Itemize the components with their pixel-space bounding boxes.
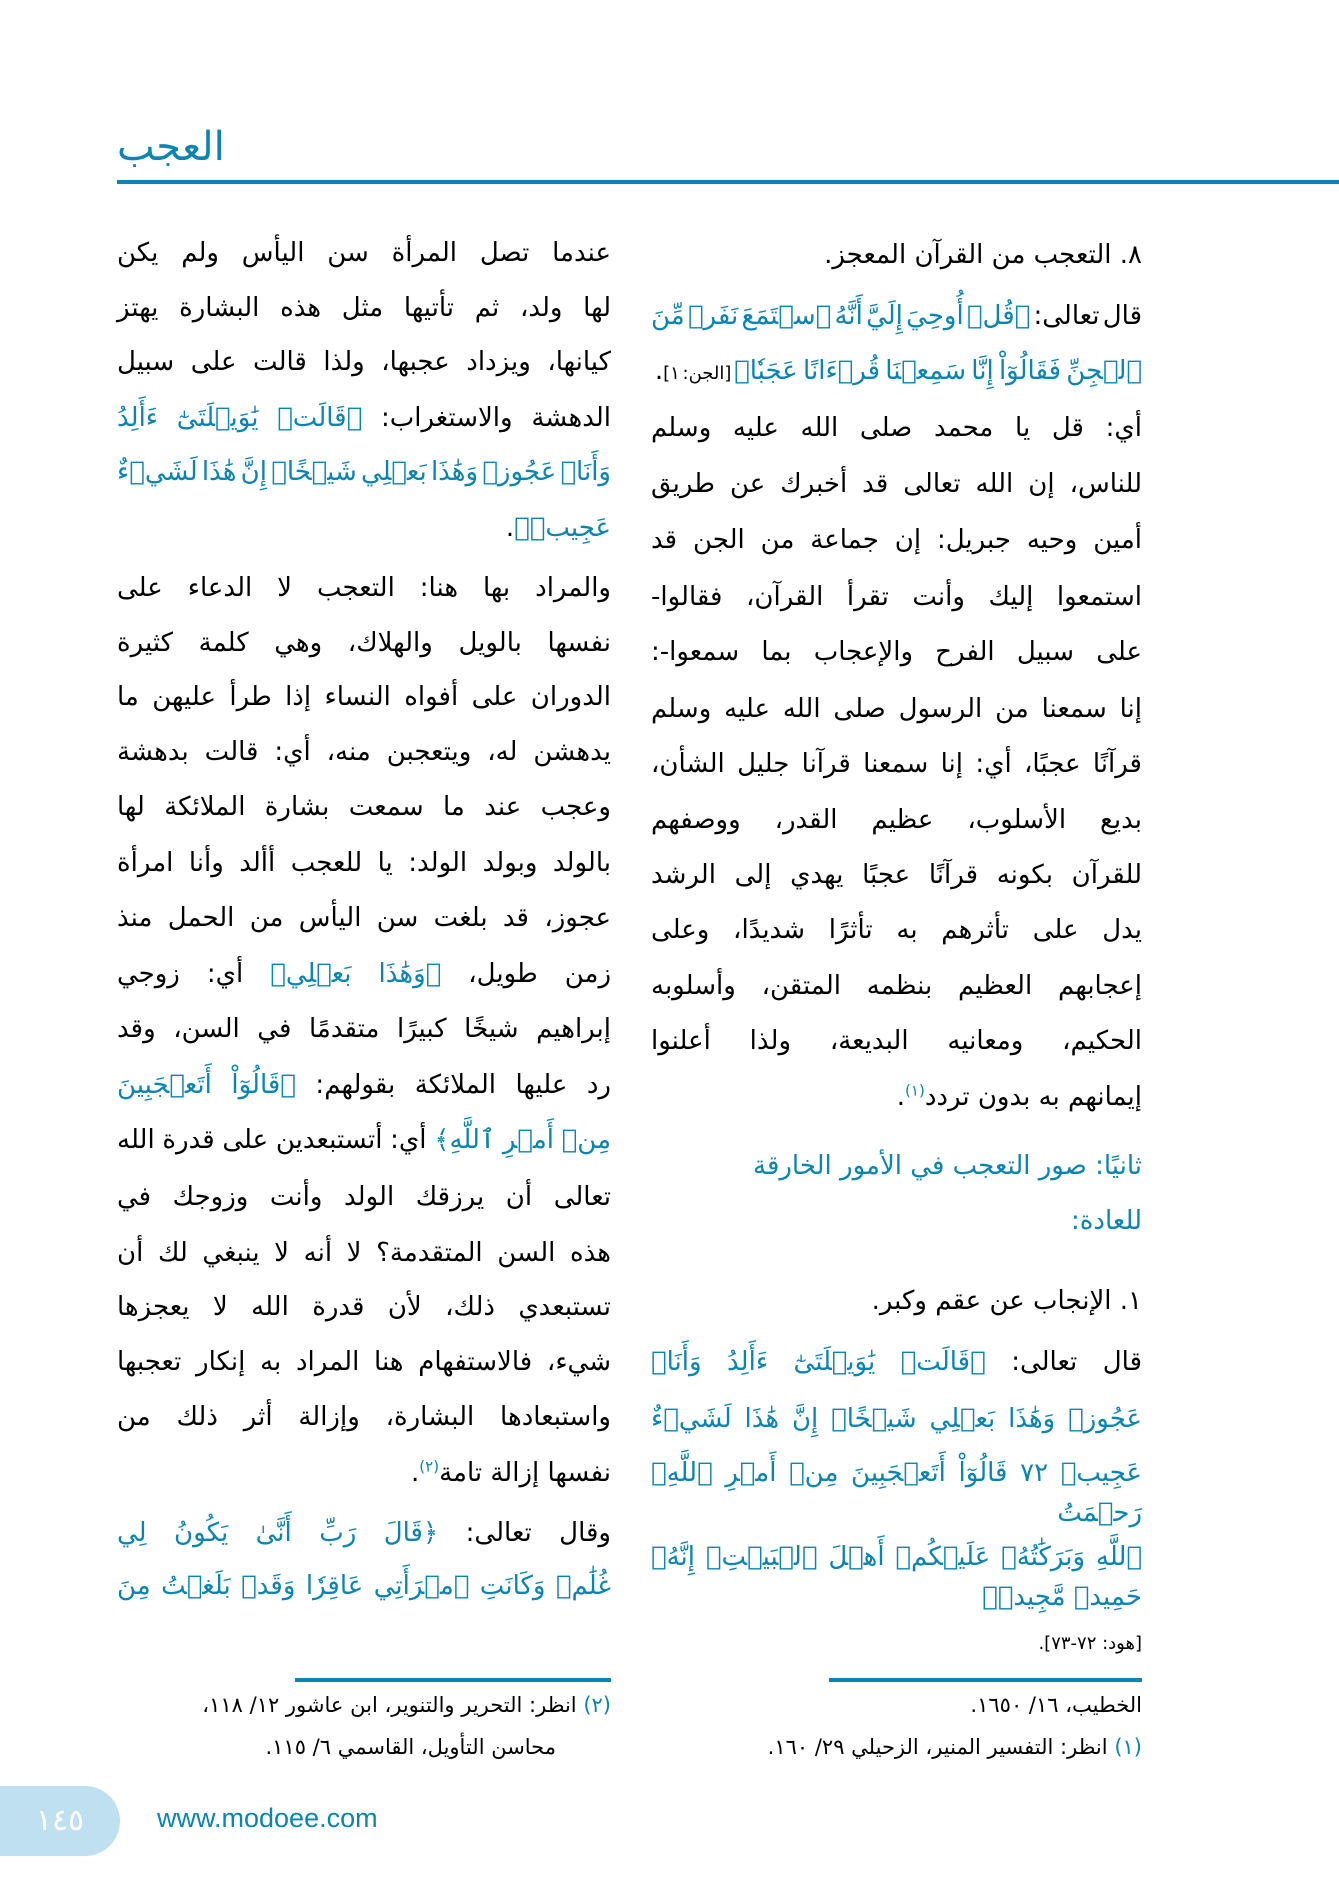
text-segment: استمعوا إليك وأنت تقرأ القرآن، فقالوا-: [651, 582, 1142, 612]
footnote-number: (٢): [583, 1693, 611, 1717]
quran-verse: عَجُوزٞ وَهَٰذَا بَعۡلِي شَيۡخًاۖ إِنَّ هَٰذَا لَشَيۡءٌ: [651, 1404, 1142, 1434]
text-line: [117, 508, 611, 548]
text-line: [651, 464, 1142, 504]
text-line: [117, 732, 611, 772]
text-segment: بالولد وبولد الولد: يا للعجب أألد وأنا امرأة: [117, 848, 611, 878]
text-segment: يدهشن له، ويتعجبن منه، أي: قالت بدهشة: [117, 737, 611, 767]
website-url[interactable]: www.modoee.com: [157, 1803, 378, 1833]
quran-verse: ﴿قَالَتۡ يَٰوَيۡلَتَىٰٓ ءَأَلِدُ: [117, 403, 363, 433]
text-line: [651, 1021, 1142, 1061]
footnote-ref: (١): [905, 1081, 925, 1100]
text-line: [117, 1009, 611, 1049]
text-segment: زمن طويل،: [441, 959, 611, 989]
footnote-divider-left: [295, 1678, 611, 1682]
quran-verse: عَجِيبٞ﴾: [514, 513, 611, 543]
text-segment: قال تعالى:: [1030, 301, 1142, 331]
text-segment: .: [505, 513, 515, 543]
quran-verse: عَجِيبٞ ٧٢ قَالُوٓاْ أَتَعۡجَبِينَ مِنۡ أَمۡرِ ٱللَّهِۖ رَحۡمَتُ: [651, 1458, 1143, 1528]
text-segment: ١. الإنجاب عن عقم وكبر.: [871, 1286, 1142, 1316]
quran-verse: ٱلۡجِنِّ فَقَالُوٓاْ إِنَّا سَمِعۡنَا قُرۡءَانًا عَجَبٗا﴾: [734, 356, 1142, 386]
quran-verse: ﴿وَهَٰذَا بَعۡلِي﴾: [270, 959, 442, 989]
text-segment: [هود: ٧٢-٧٣].: [1038, 1633, 1142, 1654]
text-line: [117, 1453, 611, 1493]
text-segment: هذه السن المتقدمة؟ لا أنه لا ينبغي لك أن: [117, 1238, 611, 1268]
text-line: [117, 342, 611, 382]
footnote-number: (١): [1114, 1735, 1142, 1759]
text-segment: للقرآن بكونه قرآنًا عجبًا يهدي إلى الرشد: [651, 860, 1142, 890]
text-line: [117, 1342, 611, 1382]
text-line: [651, 632, 1142, 672]
quran-verse: ﴿قُلۡ أُوحِيَ إِلَيَّ أَنَّهُ ٱسۡتَمَعَ نَفَرٞ مِّنَ: [651, 301, 1031, 331]
text-line: [117, 1120, 611, 1160]
text-segment: عندما تصل المرأة سن اليأس ولم يكن: [117, 238, 611, 268]
quran-verse: ﴿قَالُوٓاْ أَتَعۡجَبِينَ: [117, 1070, 296, 1100]
text-line: [651, 1621, 1142, 1664]
quran-verse: غُلَٰمٞ وَكَانَتِ ٱمۡرَأَتِي عَاقِرٗا وَقَدۡ بَلَغۡتُ مِنَ: [117, 1571, 611, 1601]
text-segment: يدل على تأثرهم به تأثرًا شديدًا، وعلى: [651, 915, 1142, 945]
text-line: [117, 568, 611, 608]
text-line: [651, 1281, 1142, 1321]
text-segment: إنا سمعنا من الرسول صلى الله عليه وسلم: [651, 694, 1142, 724]
text-segment: تستبعدي ذلك، لأن قدرة الله لا يعجزها: [117, 1292, 611, 1322]
text-segment: وعجب عند ما سمعت بشارة الملائكة لها: [117, 792, 611, 822]
text-segment: الدوران على أفواه النساء إذا طرأ عليهن ما: [117, 682, 611, 712]
text-line: [651, 800, 1142, 840]
quran-verse: وَأَنَا۠ عَجُوزٞ وَهَٰذَا بَعۡلِي شَيۡخًاۖ إِنَّ هَٰذَا لَشَيۡءٌ: [117, 457, 611, 487]
text-line: [651, 1399, 1142, 1439]
text-line: [117, 398, 611, 438]
text-segment: قال تعالى:: [985, 1347, 1142, 1377]
text-line: [651, 689, 1142, 729]
text-segment: إيمانهم به بدون تردد: [924, 1082, 1142, 1112]
text-line: [651, 1201, 1142, 1241]
text-line: [117, 288, 611, 328]
text-line: [651, 744, 1142, 784]
text-line: [651, 966, 1142, 1006]
text-line: [117, 452, 611, 492]
text-line: [117, 623, 611, 663]
text-line: [651, 910, 1142, 950]
quran-verse: ٱللَّهِ وَبَرَكَٰتُهُۥ عَلَيۡكُمۡ أَهۡلَ ٱلۡبَيۡتِۚ إِنَّهُۥ حَمِيدٞ مَّجِيدٞ﴾: [651, 1542, 1142, 1612]
text-segment: أمين وحيه جبريل: إن جماعة من الجن قد: [651, 525, 1142, 555]
text-line: [651, 1077, 1142, 1117]
text-line: [117, 843, 611, 883]
text-line: [651, 1453, 1142, 1533]
text-segment: أي: قل يا محمد صلى الله عليه وسلم: [651, 413, 1142, 443]
text-segment: الحكيم، ومعانيه البديعة، ولذا أعلنوا: [651, 1026, 1142, 1056]
text-segment: [الجن: ١]: [663, 363, 735, 384]
quran-verse: للعادة:: [1071, 1206, 1142, 1236]
text-segment: إبراهيم شيخًا كبيرًا متقدمًا في السن، وقد: [117, 1014, 611, 1044]
text-line: [117, 233, 611, 273]
text-line: [117, 1513, 611, 1553]
text-line: [651, 520, 1142, 560]
text-line: [651, 296, 1142, 336]
text-line: [117, 677, 611, 717]
text-segment: نفسها بالويل والهلاك، وهي كلمة كثيرة: [117, 628, 611, 658]
footnote-ref: (٢): [419, 1457, 440, 1476]
text-segment: تعالى أن يرزقك الولد وأنت وزوجك في: [117, 1182, 611, 1212]
text-segment: كيانها، ويزداد عجبها، ولذا قالت على سبيل: [117, 347, 611, 377]
quran-verse: ﴿قَالَتۡ يَٰوَيۡلَتَىٰٓ ءَأَلِدُ وَأَنَا۠: [651, 1347, 986, 1377]
text-line: [117, 954, 611, 994]
quran-verse: ثانيًا: صور التعجب في الأمور الخارقة: [753, 1151, 1142, 1181]
text-segment: والمراد بها هنا: التعجب لا الدعاء على: [117, 573, 611, 603]
text-segment: .: [654, 356, 664, 386]
text-line: [651, 855, 1142, 895]
text-segment: عجوز، قد بلغت سن اليأس من الحمل منذ: [117, 903, 611, 933]
text-line: [651, 351, 1142, 394]
footnote-2: (٢) انظر: التحرير والتنوير، ابن عاشور ١٢/ ١١٨،: [202, 1693, 611, 1717]
page-number: ١٤٥: [0, 1786, 120, 1856]
text-line: [117, 787, 611, 827]
text-line: [651, 577, 1142, 617]
text-segment: واستبعادها البشارة، وإزالة أثر ذلك من: [117, 1402, 611, 1432]
text-line: [651, 235, 1142, 275]
text-line: [117, 1065, 611, 1105]
text-segment: لها ولد، ثم تأتيها مثل هذه البشارة يهتز: [117, 293, 611, 323]
text-segment: .: [896, 1082, 906, 1112]
text-segment: نفسها إزالة تامة: [439, 1458, 611, 1488]
text-segment: ٨. التعجب من القرآن المعجز.: [824, 240, 1142, 270]
text-line: [117, 1177, 611, 1217]
text-line: [117, 1287, 611, 1327]
text-line: [117, 1566, 611, 1606]
footnote-divider-right: [829, 1678, 1142, 1682]
text-line: [117, 1397, 611, 1437]
text-segment: أي: زوجي: [117, 959, 271, 989]
text-line: [651, 408, 1142, 448]
text-line: [117, 898, 611, 938]
chapter-title: العجب: [117, 124, 225, 170]
footnote-2-continuation: محاسن التأويل، القاسمي ٦/ ١١٥.: [265, 1735, 556, 1759]
text-line: [651, 1342, 1142, 1382]
text-segment: الدهشة والاستغراب:: [362, 403, 611, 433]
text-segment: إعجابهم العظيم بنظمه المتقن، وأسلوبه: [651, 971, 1142, 1001]
text-segment: شيء، فالاستفهام هنا المراد به إنكار تعجبها: [117, 1347, 611, 1377]
text-segment: أي: أتستبعدين على قدرة الله: [117, 1125, 435, 1155]
text-line: [651, 1146, 1142, 1186]
text-segment: .: [411, 1458, 420, 1488]
text-line: [117, 1233, 611, 1273]
text-segment: رد عليها الملائكة بقولهم:: [295, 1070, 611, 1100]
header-divider: [117, 180, 1339, 184]
text-line: [651, 1537, 1142, 1617]
quran-verse: مِنۡ أَمۡرِ ٱللَّهِ﴾: [434, 1125, 612, 1155]
text-segment: بديع الأسلوب، عظيم القدر، ووصفهم: [651, 805, 1142, 835]
footnote-1: (١) انظر: التفسير المنير، الزحيلي ٢٩/ ١٦٠.: [767, 1735, 1142, 1759]
text-segment: على سبيل الفرح والإعجاب بما سمعوا-:: [651, 637, 1142, 667]
footnote-continuation: الخطيب، ١٦/ ١٦٥٠.: [970, 1693, 1142, 1717]
text-segment: قرآنًا عجبًا، أي: إنا سمعنا قرآنا جليل الشأن،: [651, 749, 1142, 779]
text-segment: للناس، إن الله تعالى قد أخبرك عن طريق: [651, 469, 1142, 499]
text-segment: وقال تعالى:: [438, 1518, 611, 1548]
quran-verse: ﴿قَالَ رَبِّ أَنَّىٰ يَكُونُ لِي: [117, 1518, 439, 1548]
